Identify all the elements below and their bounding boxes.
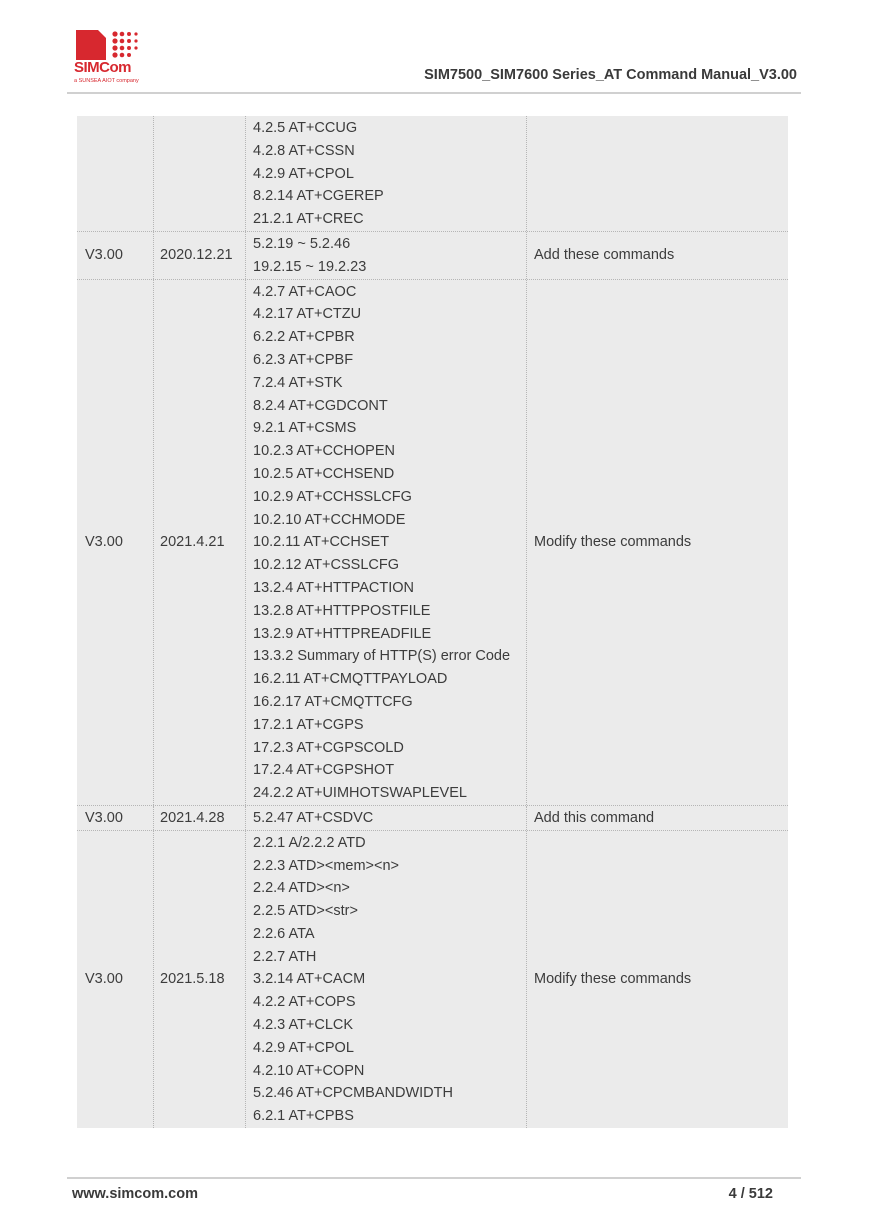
chapter-line: 2.2.4 ATD><n> xyxy=(253,880,350,897)
date-cell: 2021.4.21 xyxy=(154,280,246,805)
chapter-line: 2.2.5 ATD><str> xyxy=(253,903,358,920)
chapter-line: 13.2.4 AT+HTTPACTION xyxy=(253,579,415,596)
chapter-cell xyxy=(246,831,527,1128)
chapter-line: 10.2.5 AT+CCHSEND xyxy=(253,465,395,482)
version-cell: V3.00 xyxy=(77,806,154,830)
simcom-logo xyxy=(74,28,148,88)
version-cell: V3.00 xyxy=(77,232,154,279)
chapter-line: 4.2.9 AT+CPOL xyxy=(253,165,354,182)
chapter-line: 16.2.17 AT+CMQTTCFG xyxy=(253,693,413,710)
chapter-cell xyxy=(246,116,527,231)
table-row xyxy=(77,116,788,232)
chapter-line: 10.2.10 AT+CCHMODE xyxy=(253,511,406,528)
chapter-line: 6.2.2 AT+CPBR xyxy=(253,329,355,346)
chapter-line: 8.2.4 AT+CGDCONT xyxy=(253,397,388,414)
table-row xyxy=(77,232,788,280)
chapter-line: 2.2.3 ATD><mem><n> xyxy=(253,857,400,874)
chapter-line: 19.2.15 ~ 19.2.23 xyxy=(253,258,367,275)
chapter-line: 4.2.17 AT+CTZU xyxy=(253,306,362,323)
page-number: 4 / 512 xyxy=(728,1186,773,1202)
chapter-line: 2.2.7 ATH xyxy=(253,948,317,965)
chapter-line: 5.2.47 AT+CSDVC xyxy=(253,809,374,826)
chapter-line: 10.2.12 AT+CSSLCFG xyxy=(253,557,400,574)
chapter-line: 4.2.3 AT+CLCK xyxy=(253,1017,354,1034)
chapter-line: 4.2.2 AT+COPS xyxy=(253,994,356,1011)
revision-history-table xyxy=(77,116,788,1128)
chapter-line: 2.2.6 ATA xyxy=(253,925,315,942)
footer-website: www.simcom.com xyxy=(72,1186,198,1202)
chapter-line: 24.2.2 AT+UIMHOTSWAPLEVEL xyxy=(253,785,467,802)
chapter-line: 17.2.1 AT+CGPS xyxy=(253,716,364,733)
chapter-cell xyxy=(246,280,527,805)
table-row xyxy=(77,806,788,831)
description-cell xyxy=(527,116,788,231)
chapter-line: 5.2.19 ~ 5.2.46 xyxy=(253,235,351,252)
logo-tagline: a SUNSEA AIOT company xyxy=(74,78,139,84)
description-cell: Modify these commands xyxy=(534,971,692,988)
description-cell: Add this command xyxy=(534,809,655,826)
footer-divider xyxy=(67,1177,801,1179)
version-cell: V3.00 xyxy=(77,280,154,805)
chapter-line: 6.2.1 AT+CPBS xyxy=(253,1108,354,1125)
chapter-line: 10.2.3 AT+CCHOPEN xyxy=(253,443,395,460)
chapter-line: 8.2.14 AT+CGEREP xyxy=(253,188,384,205)
version-cell xyxy=(77,116,154,231)
table-row xyxy=(77,280,788,806)
date-cell: 2021.4.28 xyxy=(154,806,246,830)
chapter-line: 13.2.9 AT+HTTPREADFILE xyxy=(253,625,432,642)
chapter-line: 5.2.46 AT+CPCMBANDWIDTH xyxy=(253,1085,453,1102)
table-row xyxy=(77,831,788,1128)
chapter-line: 21.2.1 AT+CREC xyxy=(253,211,364,228)
chapter-line: 4.2.10 AT+COPN xyxy=(253,1062,365,1079)
chapter-line: 4.2.8 AT+CSSN xyxy=(253,142,355,159)
chapter-line: 10.2.11 AT+CCHSET xyxy=(253,534,390,551)
date-cell: 2020.12.21 xyxy=(154,232,246,279)
chapter-line: 17.2.3 AT+CGPSCOLD xyxy=(253,739,404,756)
chapter-line: 7.2.4 AT+STK xyxy=(253,374,343,391)
chapter-line: 9.2.1 AT+CSMS xyxy=(253,420,357,437)
description-cell: Modify these commands xyxy=(534,534,692,551)
date-cell xyxy=(154,116,246,231)
chapter-cell xyxy=(246,806,527,830)
chapter-cell xyxy=(246,232,527,279)
chapter-line: 17.2.4 AT+CGPSHOT xyxy=(253,762,395,779)
version-cell: V3.00 xyxy=(77,831,154,1128)
chapter-line: 6.2.3 AT+CPBF xyxy=(253,351,354,368)
chapter-line: 3.2.14 AT+CACM xyxy=(253,971,366,988)
header-divider xyxy=(67,92,801,94)
chapter-line: 13.2.8 AT+HTTPPOSTFILE xyxy=(253,602,431,619)
date-cell: 2021.5.18 xyxy=(154,831,246,1128)
chapter-line: 13.3.2 Summary of HTTP(S) error Code xyxy=(253,648,511,665)
chapter-line: 4.2.5 AT+CCUG xyxy=(253,120,358,136)
chapter-line: 4.2.9 AT+CPOL xyxy=(253,1039,354,1056)
description-cell: Add these commands xyxy=(534,247,675,264)
logo-text: SIMCom xyxy=(74,59,131,76)
document-title: SIM7500_SIM7600 Series_AT Command Manual_V3.00 xyxy=(424,67,797,83)
chapter-line: 10.2.9 AT+CCHSSLCFG xyxy=(253,488,412,505)
chapter-line: 16.2.11 AT+CMQTTPAYLOAD xyxy=(253,671,448,688)
chapter-line: 4.2.7 AT+CAOC xyxy=(253,283,357,300)
chapter-line: 2.2.1 A/2.2.2 ATD xyxy=(253,834,366,851)
